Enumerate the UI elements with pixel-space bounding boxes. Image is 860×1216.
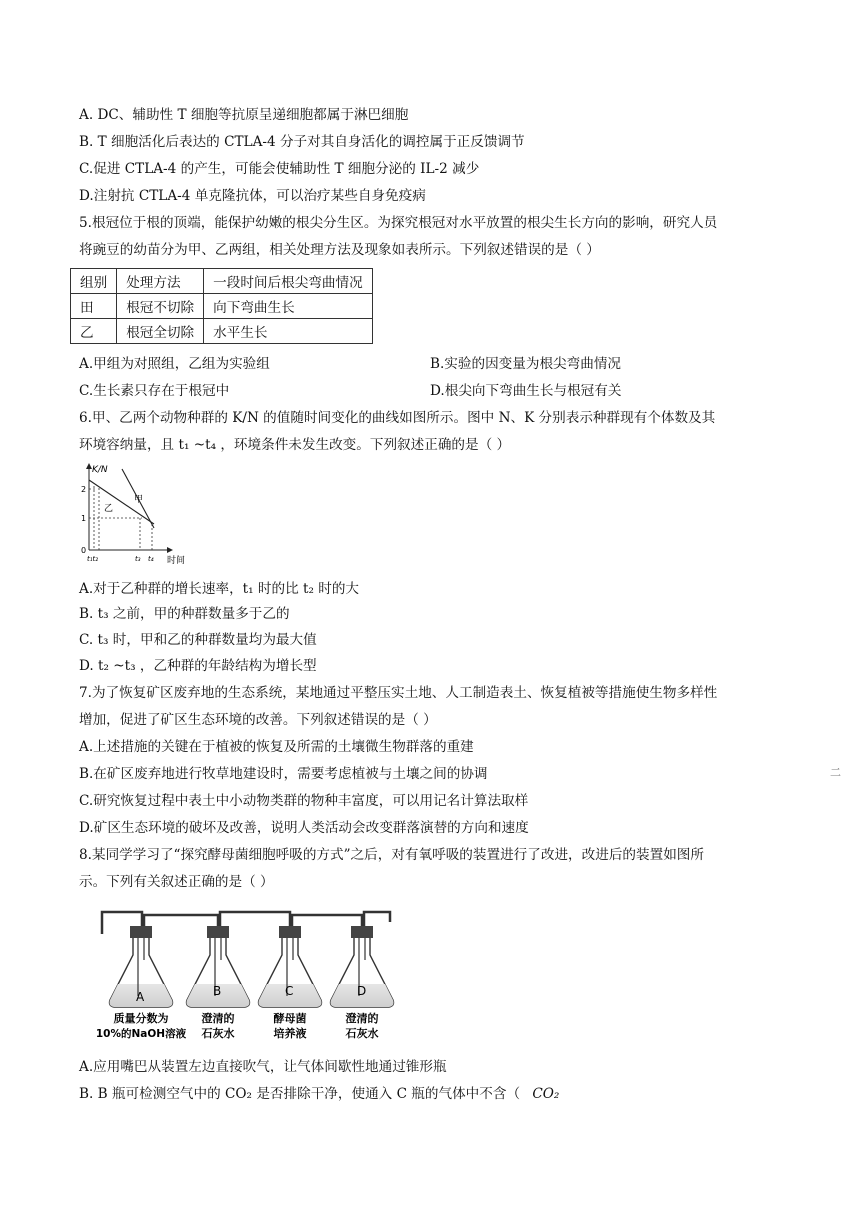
q7-option-b: B.在矿区废弃地进行牧草地建设时，需要考虑植被与土壤之间的协调 xyxy=(79,766,488,782)
q7-option-c: C.研究恢复过程中表土中小动物类群的物种丰富度，可以用记名计算法取样 xyxy=(79,793,529,809)
table-header-row xyxy=(71,269,373,294)
flask-letter-b: B xyxy=(213,984,222,998)
q5-stem-line-1: 5.根冠位于根的顶端，能保护幼嫩的根尖分生区。为探究根冠对水平放置的根尖生长方向的影响，研究人员 xyxy=(79,215,718,231)
q6-option-b: B. t₃ 之前，甲的种群数量多于乙的 xyxy=(79,606,290,622)
flask-d-caption-2: 石灰水 xyxy=(345,1027,379,1040)
x-tick-t1t2: t₁t₂ xyxy=(87,555,99,563)
q7-option-a: A.上述措施的关键在于植被的恢复及所需的土壤微生物群落的重建 xyxy=(79,739,474,755)
flask-c-caption-1: 酵母菌 xyxy=(273,1012,307,1025)
y-axis-label: K/N xyxy=(92,465,108,475)
table-header-cell: 处理方法 xyxy=(117,269,204,294)
flask-letter-d: D xyxy=(357,984,367,998)
flask-a-caption-1: 质量分数为 xyxy=(113,1012,169,1025)
q8-option-b-line xyxy=(79,1085,559,1103)
flask-a-caption-2: 10%的NaOH溶液 xyxy=(95,1028,187,1040)
q6-stem-line-2: 环境容纳量，且 t₁ ~t₄ ，环境条件未发生改变。下列叙述正确的是（ ） xyxy=(79,437,511,453)
table-cell: 根冠全切除 xyxy=(117,319,204,344)
table-cell: 田 xyxy=(71,294,117,319)
curve-label-jia: 甲 xyxy=(134,495,144,505)
q5-option-d: D.根尖向下弯曲生长与根冠有关 xyxy=(430,383,622,399)
q7-stem-line-1: 7.为了恢复矿区废弃地的生态系统，某地通过平整压实土地、人工制造表土、恢复植被等措施使生物多样性 xyxy=(79,685,718,701)
table-cell: 水平生长 xyxy=(204,319,373,344)
q8-stem-line-1: 8.某同学学习了“探究酵母菌细胞呼吸的方式”之后，对有氧呼吸的装置进行了改进，改进后的装置如图所 xyxy=(79,847,704,863)
y-tick-2: 2 xyxy=(81,485,87,494)
table-header-cell: 一段时间后根尖弯曲情况 xyxy=(204,269,373,294)
q4-option-a: A. DC、辅助性 T 细胞等抗原呈递细胞都属于淋巴细胞 xyxy=(79,107,409,123)
flask-letter-a: A xyxy=(136,990,145,1004)
q4-option-c: C.促进 CTLA-4 的产生，可能会使辅助性 T 细胞分泌的 IL-2 减少 xyxy=(79,161,480,177)
table-header-cell: 组别 xyxy=(71,269,117,294)
curve-label-yi: 乙 xyxy=(104,504,114,514)
q7-option-d: D.矿区生态环境的破坏及改善，说明人类活动会改变群落演替的方向和速度 xyxy=(79,820,529,836)
flask-b-caption-2: 石灰水 xyxy=(201,1027,235,1040)
q5-option-c: C.生长素只存在于根冠中 xyxy=(79,383,230,399)
x-axis-arrow xyxy=(167,547,173,553)
q8-option-b: B. B 瓶可检测空气中的 CO₂ 是否排除干净，使通入 C 瓶的气体中不含（ xyxy=(79,1086,521,1102)
q8-apparatus-figure xyxy=(80,900,400,1045)
x-tick-t3: t₃ xyxy=(135,555,141,563)
q5-table xyxy=(70,268,373,344)
q4-option-b: B. T 细胞活化后表达的 CTLA-4 分子对其自身活化的调控属于正反馈调节 xyxy=(79,134,525,150)
table-cell: 根冠不切除 xyxy=(117,294,204,319)
x-tick-t4: t₄ xyxy=(148,555,154,563)
y-tick-0: 0 xyxy=(81,546,87,555)
flask-letter-c: C xyxy=(285,984,294,998)
flask-d-caption-1: 澄清的 xyxy=(345,1012,379,1025)
q7-stem-line-2: 增加，促进了矿区生态环境的改善。下列叙述错误的是（ ） xyxy=(79,712,437,728)
q6-option-d: D. t₂ ~t₃ ，乙种群的年龄结构为增长型 xyxy=(79,658,317,674)
table-row xyxy=(71,294,373,319)
flask-b-caption-1: 澄清的 xyxy=(201,1012,235,1025)
q6-kn-graph xyxy=(74,460,194,570)
q6-stem-line-1: 6.甲、乙两个动物种群的 K/N 的值随时间变化的曲线如图所示。图中 N、K 分别表示种群现有个体数及其 xyxy=(79,410,716,426)
q6-option-a: A.对于乙种群的增长速率，t₁ 时的比 t₂ 时的大 xyxy=(79,581,360,597)
q5-stem-line-2: 将豌豆的幼苗分为甲、乙两组，相关处理方法及现象如表所示。下列叙述错误的是（ ） xyxy=(79,242,600,258)
table-row xyxy=(71,319,373,344)
q5-option-a: A.甲组为对照组，乙组为实验组 xyxy=(79,356,270,372)
table-cell: 乙 xyxy=(71,319,117,344)
co2-italic: CO₂ xyxy=(532,1086,560,1102)
q6-option-c: C. t₃ 时，甲和乙的种群数量均为最大值 xyxy=(79,632,317,648)
x-axis-label: 时间 xyxy=(167,556,186,566)
margin-mark: 二 xyxy=(830,766,841,779)
flask-c-caption-2: 培养液 xyxy=(273,1027,307,1040)
table-cell: 向下弯曲生长 xyxy=(204,294,373,319)
y-tick-1: 1 xyxy=(81,514,87,523)
tube-a-b xyxy=(144,915,218,930)
q4-option-d: D.注射抗 CTLA-4 单克隆抗体，可以治疗某些自身免疫病 xyxy=(79,188,426,204)
q5-option-b: B.实验的因变量为根尖弯曲情况 xyxy=(430,356,622,372)
q8-stem-line-2: 示。下列有关叙述正确的是（ ） xyxy=(79,874,274,890)
q8-option-a: A.应用嘴巴从装置左边直接吹气，让气体间歇性地通过锥形瓶 xyxy=(79,1059,447,1075)
